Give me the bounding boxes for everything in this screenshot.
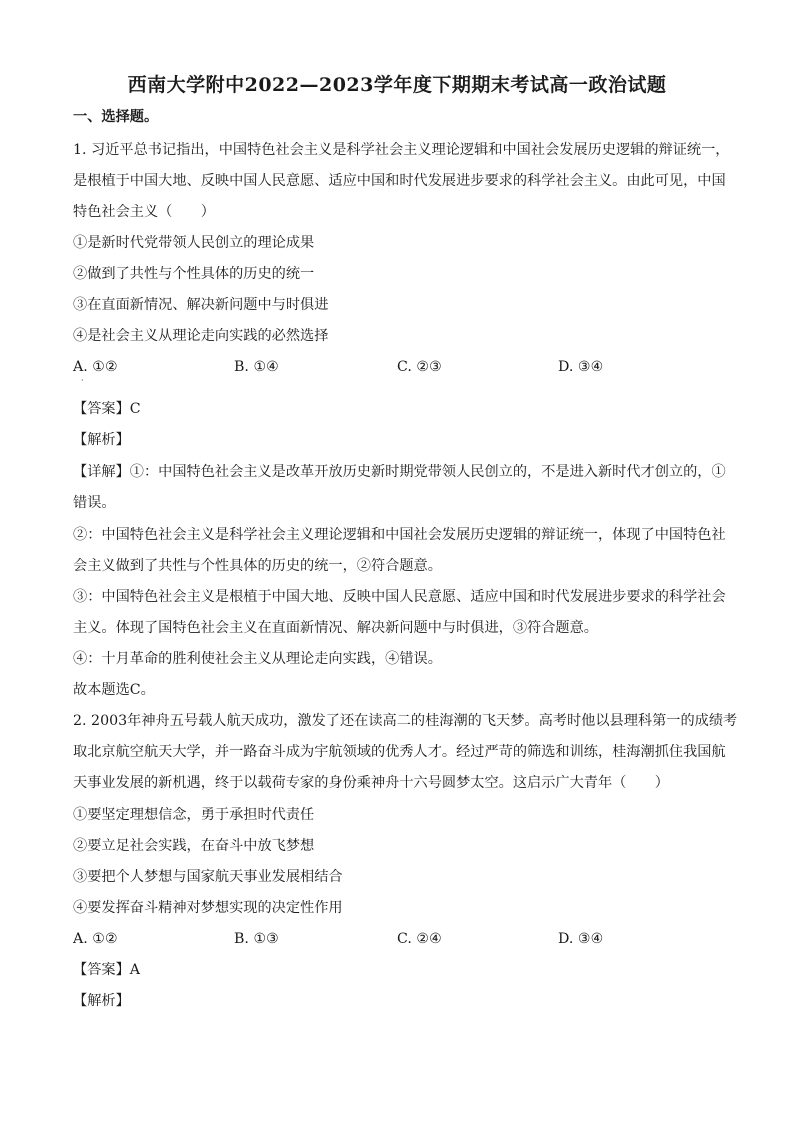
q1-answer: 【答案】C <box>73 401 141 417</box>
q1-analysis-label: 【解析】 <box>73 432 130 448</box>
stray-dot-mark: · <box>81 376 84 385</box>
q1-item: ①是新时代党带领人民创立的理论成果 <box>73 235 315 251</box>
q1-item: ③在直面新情况、解决新问题中与时俱进 <box>73 297 329 313</box>
q2-option-a: A. ①② <box>73 931 118 947</box>
q1-detail-line: ②：中国特色社会主义是科学社会主义理论逻辑和中国社会发展历史逻辑的辩证统一，体现了中国特色社 <box>73 527 726 543</box>
section-heading: 一、选择题。 <box>73 109 159 125</box>
q1-options <box>73 357 733 385</box>
q1-stem-line: 是根植于中国大地、反映中国人民意愿、适应中国和时代发展进步要求的科学社会主义。由此可见，中国 <box>73 173 726 189</box>
q1-detail-line: 会主义做到了共性与个性具体的历史的统一，②符合题意。 <box>73 558 442 574</box>
q2-option-d: D. ③④ <box>558 931 604 947</box>
q2-analysis-label: 【解析】 <box>73 993 130 1009</box>
q1-item: ④是社会主义从理论走向实践的必然选择 <box>73 328 329 344</box>
q2-item: ④要发挥奋斗精神对梦想实现的决定性作用 <box>73 900 343 916</box>
q2-options <box>73 929 733 949</box>
q2-item: ③要把个人梦想与国家航天事业发展相结合 <box>73 869 343 885</box>
q1-detail-line: 【详解】①：中国特色社会主义是改革开放历史新时期党带领人民创立的，不是进入新时代才创立的，① <box>73 464 726 480</box>
q1-option-a: A. ①② <box>73 359 118 375</box>
q1-item: ②做到了共性与个性具体的历史的统一 <box>73 266 315 282</box>
page-title: 西南大学附中2022—2023学年度下期期末考试高一政治试题 <box>127 74 667 96</box>
q1-stem-line: 特色社会主义（ ） <box>73 204 215 220</box>
q2-stem-line: 天事业发展的新机遇，终于以载荷专家的身份乘神舟十六号圆梦太空。这启示广大青年（ ） <box>73 775 669 791</box>
q1-detail-line: ④：十月革命的胜利使社会主义从理论走向实践，④错误。 <box>73 651 442 667</box>
q1-stem-line: 1. 习近平总书记指出，中国特色社会主义是科学社会主义理论逻辑和中国社会发展历史逻辑的辩证统一， <box>73 142 730 158</box>
q1-detail-line: 主义。体现了国特色社会主义在直面新情况、解决新问题中与时俱进，③符合题意。 <box>73 620 598 636</box>
q1-detail-line: 故本题选C。 <box>73 682 155 698</box>
q2-answer: 【答案】A <box>73 962 140 978</box>
q1-detail-line: ③：中国特色社会主义是根植于中国大地、反映中国人民意愿、适应中国和时代发展进步要求的科学社会 <box>73 589 726 605</box>
q1-option-b: B. ①④ <box>234 359 279 375</box>
q1-option-c: C. ②③ <box>397 359 442 375</box>
q2-stem-line: 取北京航空航天大学，并一路奋斗成为宇航领域的优秀人才。经过严苛的筛选和训练，桂海潮抓住我国航 <box>73 744 726 760</box>
q2-stem-line: 2. 2003年神舟五号载人航天成功，激发了还在读高二的桂海潮的飞天梦。高考时他以县理科第一的成绩考 <box>73 713 738 729</box>
q1-option-d: D. ③④ <box>558 359 604 375</box>
q2-item: ①要坚定理想信念，勇于承担时代责任 <box>73 807 315 823</box>
q2-option-c: C. ②④ <box>397 931 442 947</box>
q2-option-b: B. ①③ <box>234 931 279 947</box>
q1-detail-line: 错误。 <box>73 495 116 511</box>
q2-item: ②要立足社会实践，在奋斗中放飞梦想 <box>73 838 315 854</box>
